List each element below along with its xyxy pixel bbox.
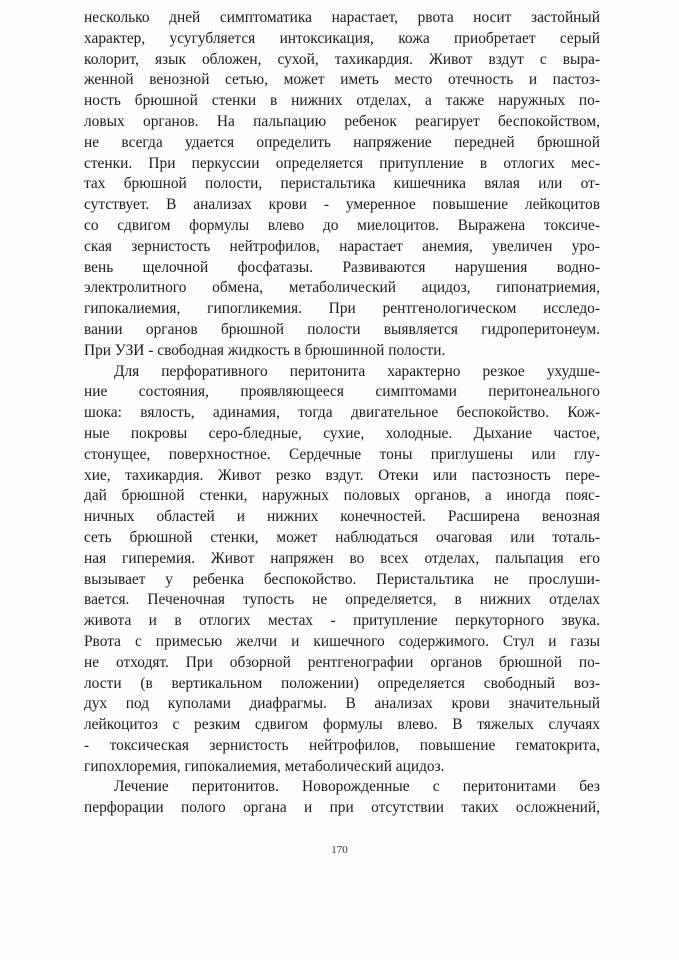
page-number: 170 — [331, 844, 348, 856]
text-line: ловых органов. На пальпацию ребенок реагирует беспокойством, — [84, 112, 600, 130]
text-line: электролитного обмена, метаболический ацидоз, гипонатриемия, — [84, 279, 600, 297]
text-line: лейкоцитоз с резким сдвигом формулы влево. В тяжелых случаях — [84, 716, 600, 734]
text-line: женной венозной сетью, может иметь место отечность и пастоз- — [84, 71, 600, 89]
text-line: сутствует. В анализах крови - умеренное повышение лейкоцитов — [84, 196, 600, 214]
text-line: вень щелочной фосфатазы. Развиваются нарушения водно- — [84, 258, 600, 276]
text-line: стонущее, поверхностное. Сердечные тоны приглушены или глу- — [84, 445, 600, 463]
paragraph — [84, 362, 600, 778]
text-line: перфорации полого органа и при отсутствии таких осложнений, — [84, 799, 600, 817]
text-line: несколько дней симптоматика нарастает, рвота носит застойный — [84, 9, 600, 26]
paragraph — [84, 777, 600, 819]
text-line: Рвота с примесью желчи и кишечного содержимого. Стул и газы — [84, 632, 600, 650]
text-line: вается. Печеночная тупость не определяется, в нижних отделах — [84, 591, 600, 609]
text-line: вызывает у ребенка беспокойство. Перистальтика не прослуши- — [84, 570, 600, 588]
text-line: тах брюшной полости, перистальтика кишечника вялая или от- — [84, 175, 600, 193]
text-line: колорит, язык обложен, сухой, тахикардия. Живот вздут с выра- — [84, 50, 600, 68]
text-line: сеть брюшной стенки, может наблюдаться очаговая или тоталь- — [84, 528, 600, 546]
text-line: живота и в отлогих местах - притупление перкуторного звука. — [84, 612, 600, 630]
text-line: вании органов брюшной полости выявляется гидроперитонеум. — [84, 320, 600, 338]
text-line: ность брюшной стенки в нижних отделах, а также наружных по- — [84, 92, 600, 110]
text-line: дух под куполами диафрагмы. В анализах крови значительный — [84, 695, 600, 713]
text-line: ничных областей и нижних конечностей. Расширена венозная — [84, 508, 600, 526]
text-line: - токсическая зернистость нейтрофилов, повышение гематокрита, — [84, 736, 600, 754]
text-line: не отходят. При обзорной рентгенографии органов брюшной по- — [84, 653, 600, 671]
text-line: стенки. При перкуссии определяется притупление в отлогих мес- — [84, 154, 600, 172]
text-line: гипохлоремия, гипокалиемия, метаболический ацидоз. — [84, 757, 445, 775]
text-line: Лечение перитонитов. Новорожденные с перитонитами без — [114, 778, 600, 796]
text-line: Для перфоративного перитонита характерно резкое ухудше- — [114, 362, 600, 380]
body-text — [84, 8, 600, 819]
paragraph — [84, 8, 600, 362]
text-line: хие, тахикардия. Живот резко вздут. Отеки или пастозность пере- — [84, 466, 600, 484]
text-line: ные покровы серо-бледные, сухие, холодные. Дыхание частое, — [84, 424, 600, 442]
text-line: ская зернистость нейтрофилов, нарастает анемия, увеличен уро- — [84, 237, 600, 255]
text-line: При УЗИ - свободная жидкость в брюшинной полости. — [84, 341, 446, 359]
text-line: со сдвигом формулы влево до миелоцитов. Выражена токсиче- — [84, 216, 600, 234]
text-line: шока: вялость, адинамия, тогда двигательное беспокойство. Кож- — [84, 404, 600, 422]
text-line: гипокалиемия, гипогликемия. При рентгенологическом исследо- — [84, 300, 600, 318]
text-line: характер, усугубляется интоксикация, кожа приобретает серый — [84, 29, 600, 47]
text-line: дай брюшной стенки, наружных половых органов, а иногда пояс- — [84, 487, 600, 505]
text-line: ная гиперемия. Живот напряжен во всех отделах, пальпация его — [84, 549, 600, 567]
text-line: не всегда удается определить напряжение передней брюшной — [84, 133, 600, 151]
text-line: ние состояния, проявляющееся симптомами перитонеального — [84, 383, 600, 401]
text-line: лости (в вертикальном положении) определяется свободный воз- — [84, 674, 600, 692]
